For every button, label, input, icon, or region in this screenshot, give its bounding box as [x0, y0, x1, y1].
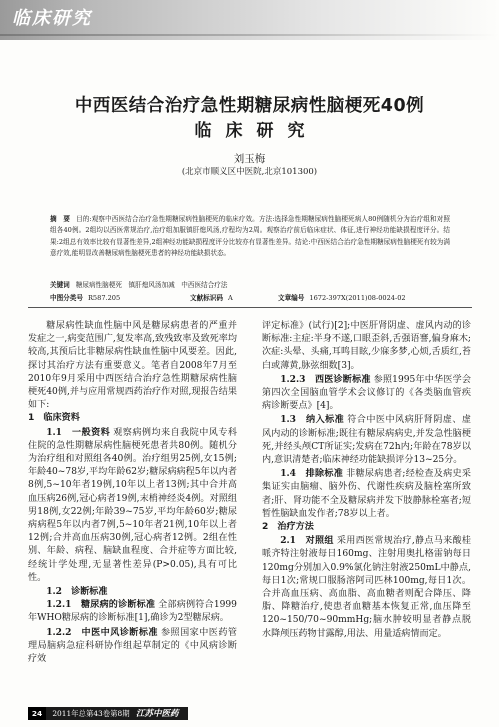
paragraph: [262, 373, 471, 414]
paragraph: [28, 626, 237, 667]
header-banner: [0, 0, 499, 40]
paragraph-text: 非糖尿病患者;经检查及病史采集证实由脑瘤、脑外伤、代谢性疾病及脑栓塞所致者;肝、肾功能不全及糖尿病并发下肢静脉栓塞者;短暂性脑缺血发作者;78岁以上者。: [262, 469, 471, 519]
paragraph: [262, 534, 471, 641]
doc-code-value: A: [227, 294, 233, 302]
subheading: 1.2 诊断标准: [46, 586, 108, 598]
paragraph: [28, 598, 237, 625]
clc-value: R587.205: [87, 294, 121, 302]
keywords: [50, 279, 227, 289]
paragraph-text: 观察病例均来自我院中风专科住院的急性期糖尿病性脑梗死患者共80例。随机分为治疗组和对照组各40例。治疗组男25例,女15例;年龄40~78岁,平均年龄62岁;糖尿病病程5年以内者8例,5~10年者19例,10年以上者13例;其中合并高血压病26例,冠心病者19例,末梢神经炎4例。对照组男18例,女22例;年龄39~75岁,平均年龄60岁;糖尿病病程5年以内者7例,5~10年者21例,10年以上者12例;合并高血压病30例,冠心病者12例。2组在性别、年龄、病程、脑缺血程度、合并症等方面比较,经统计学处理,无显著性差异(P>0.05),具有可比性。: [28, 427, 237, 583]
paragraph-text: 参照1995年中华医学会第四次全国脑血管学术会议修订的《各类脑血管疾病诊断要点》[4]。: [262, 374, 471, 412]
affiliation: (北京市顺义区中医院,北京101300): [181, 167, 318, 177]
article-title: 中西医结合治疗急性期糖尿病性脑梗死40例: [74, 96, 425, 116]
section-heading: 2 治疗方法: [262, 522, 314, 533]
abstract: [50, 214, 450, 259]
paragraph-text: 参照国家中医药管理局脑病急症科研协作组起草制定的《中风病诊断疗效: [28, 627, 237, 665]
author: 刘玉梅: [233, 153, 266, 165]
abstract-text: 目的:观察中西医结合治疗急性期糖尿病性脑梗死的临床疗效。方法:选择急性期糖尿病性脑梗死病人80例随机分为治疗组和对照组各40例。2组均以西医常规治疗,治疗组加服镇肝熄风汤,疗程均为2周。观察治疗前后临床症状、体征,进行神经功能缺损程度评分。结果:2组总有效率比较有显著性差异,2组神经功能缺损程度评分比较亦有显著性差异。结论:中西医结合治疗急性期糖尿病性脑梗死有较为满意疗效,能明显改善糖尿病性脑梗死患者的神经功能缺损状态。: [50, 215, 450, 257]
section-heading: 1 临床资料: [28, 413, 80, 424]
section-label: 临床研究: [12, 8, 92, 29]
body-column-left: [28, 320, 237, 666]
subheading: 1.2.2 中医中风诊断标准: [46, 626, 158, 638]
classification-line: [50, 292, 470, 302]
article-title-line2: 临床研究: [194, 121, 319, 141]
article-id-label: 文章编号: [278, 294, 305, 302]
doc-code-label: 文献标识码: [190, 294, 223, 302]
divider: [28, 307, 472, 308]
subheading: 1.2.3 西医诊断标准: [280, 373, 371, 385]
paragraph-text: 采用西医常规治疗,静点马来酸桂哌齐特注射液每日160mg、注射用奥扎格雷钠每日120mg分别加入0.9%氯化钠注射液250mL中静点,每日1次;常规口服肠溶阿司匹林100mg,每日1次。合并高血压病、高血脂、高血糖者则配合降压、降脂、降糖治疗,使患者血糖基本恢复正常,血压降至120~150/70~90mmHg;脑水肿较明显者静点脱水降颅压药物甘露醇,用法、用量适病情而定。: [262, 536, 471, 639]
body-column-right: [262, 320, 471, 641]
abstract-label: 摘 要: [50, 215, 71, 223]
subheading: 2.1 对照组: [280, 535, 334, 547]
subheading: 1.2.1 糖尿病的诊断标准: [46, 599, 156, 611]
header-rule: [0, 34, 499, 36]
subheading: 1.3 纳入标准: [280, 414, 345, 426]
issue-info: 2011年总第43卷第8期: [52, 709, 130, 718]
page-number: 24: [28, 707, 46, 720]
journal-name: 江苏中医药: [135, 709, 179, 719]
paragraph: [262, 467, 471, 521]
subheading: 1.4 排除标准: [280, 468, 344, 480]
page-footer: [28, 707, 188, 720]
paragraph: [28, 426, 237, 585]
article-id-value: 1672-397X(2011)08-0024-02: [309, 294, 406, 302]
intro-paragraph: 糖尿病性缺血性脑中风是糖尿病患者的严重并发症之一,病变范围广,复发率高,致残致率及致死率均较高,其预后比非糖尿病性缺血性脑中风要差。因此,探讨其治疗方法有重要意义。笔者自2008年7月至2010年9月采用中西医结合治疗急性期糖尿病性脑梗死40例,并与应用常规西药治疗作对照,现报告结果如下:: [28, 321, 237, 411]
paragraph: [262, 413, 471, 467]
clc-label: 中图分类号: [50, 294, 83, 302]
paragraph-text: 符合中医中风病肝肾阴虚、虚风内动的诊断标准;既往有糖尿病病史,并发急性脑梗死,并经头颅CT所证实;发病在72h内;年龄在78岁以内,意识清楚者;临床神经功能缺损评分13~25分。: [262, 415, 471, 466]
paragraph-text: 全部病例符合1999年WHO糖尿病的诊断标准[1],确诊为2型糖尿病。: [28, 600, 237, 624]
keywords-text: 糖尿病性脑梗死 镇肝熄风汤加减 中西医结合疗法: [75, 281, 228, 289]
subheading: 1.1 一般资料: [46, 426, 111, 438]
keywords-label: 关键词: [50, 281, 70, 289]
paragraph: 评定标准》(试行)[2];中医肝肾阴虚、虚风内动的诊断标准:主症:半身不遂,口眼歪斜,舌强语謇,偏身麻木;次症:头晕、头痛,耳鸣目眩,少寐多梦,心烦,舌质红,苔白或薄黄,脉弦细数[3]。: [262, 321, 471, 371]
